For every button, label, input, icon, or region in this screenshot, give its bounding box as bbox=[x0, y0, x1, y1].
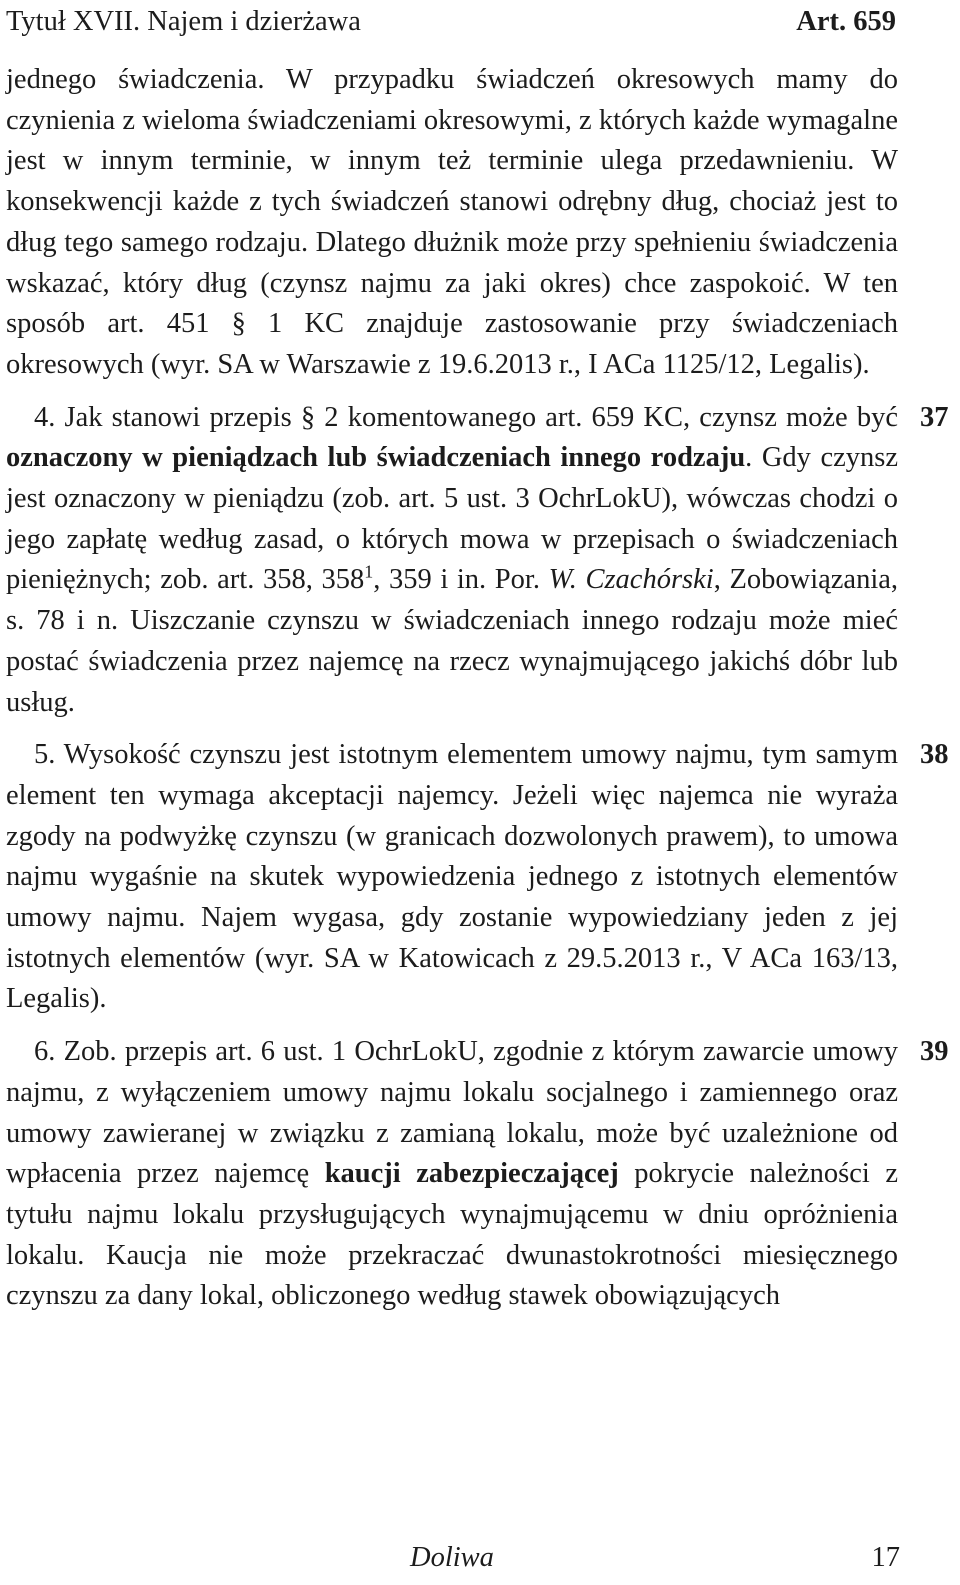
paragraph-5 bbox=[6, 735, 949, 1020]
emphasis-text: oznaczony w pieniądzach lub świadczeniach innego rodzaju bbox=[6, 442, 746, 474]
margin-number: 39 bbox=[920, 1036, 949, 1068]
paragraph-text: pokrycie należności z tytułu najmu lokalu przysługujących wynajmującemu w dniu opróżnienia lokalu. Kaucja nie może przekraczać dwunastokrotności miesięcznego czynszu za dany lokal, obliczonego według stawek obowiązujących bbox=[6, 1158, 898, 1312]
paragraph-continuation bbox=[6, 60, 898, 386]
header-title: Tytuł XVII. Najem i dzierżawa bbox=[6, 6, 361, 37]
paragraph-4 bbox=[6, 398, 949, 724]
header-article: Art. 659 bbox=[796, 6, 896, 37]
paragraph-text: , 359 i in. Por. bbox=[373, 564, 549, 596]
author-reference: W. Czachórski bbox=[548, 564, 714, 596]
footer-author: Doliwa bbox=[410, 1542, 494, 1573]
paragraph-text: 6. Zob. przepis art. 6 ust. 1 OchrLokU, zgodnie z którym zawarcie umowy najmu, z wyłączeniem umowy najmu lokalu socjalnego i zamiennego oraz umowy zawieranej w związku z zamianą lokalu, może być uzależnione od wpłacenia przez najemcę bbox=[6, 1036, 898, 1190]
paragraph-text: , Zobowiązania, s. 78 i n. Uiszczanie czynszu w świadczeniach innego rodzaju może mieć postać świadczenia przez najemcę na rzecz wynajmującego jakichś dóbr lub usług. bbox=[6, 564, 899, 718]
paragraph-text: 4. Jak stanowi przepis § 2 komentowanego art. 659 KC, czynsz może być bbox=[34, 401, 898, 433]
running-footer bbox=[0, 1538, 900, 1578]
page-number: 17 bbox=[871, 1542, 900, 1573]
running-header bbox=[6, 2, 896, 42]
paragraph-text: 5. Wysokość czynszu jest istotnym elementem umowy najmu, tym samym element ten wymaga akceptacji najemcy. Jeżeli więc najemca nie wyraża zgody na podwyżkę czynszu (w granicach dozwolonych prawem), to umowa najmu wygaśnie na skutek wypowiedzenia jednego z istotnych elementów umowy najmu. Najem wygasa, gdy zostanie wypowiedziany jeden z jej istotnych elementów (wyr. SA w Katowicach z 29.5.2013 r., V ACa 163/13, Legalis). bbox=[6, 739, 898, 1015]
body-text bbox=[6, 60, 949, 1317]
paragraph-6 bbox=[6, 1032, 949, 1317]
margin-number: 38 bbox=[920, 739, 949, 771]
margin-number: 37 bbox=[920, 401, 949, 433]
paragraph-text: jednego świadczenia. W przypadku świadczeń okresowych mamy do czynienia z wieloma świadczeniami okresowymi, z których każde wymagalne jest w innym terminie, w innym też terminie ulega przedawnieniu. W konsekwencji każde z tych świadczeń stanowi odrębny dług, chociaż jest to dług tego samego rodzaju. Dlatego dłużnik może przy spełnieniu świadczenia wskazać, który dług (czynsz najmu za jaki okres) chce zaspokoić. W ten sposób art. 451 § 1 KC znajduje zastosowanie przy świadczeniach okresowych (wyr. SA w Warszawie z 19.6.2013 r., I ACa 1125/12, Legalis). bbox=[6, 64, 898, 380]
superscript: 1 bbox=[364, 561, 374, 582]
emphasis-text: kaucji zabezpieczającej bbox=[324, 1158, 619, 1190]
paragraph-text: . Gdy czynsz jest oznaczony w pieniądzu (zob. art. 5 ust. 3 OchrLokU), wówczas chodzi o jego zapłatę według zasad, o których mowa w przepisach o świadczeniach pieniężnych; zob. art. 358, 358 bbox=[6, 442, 898, 596]
